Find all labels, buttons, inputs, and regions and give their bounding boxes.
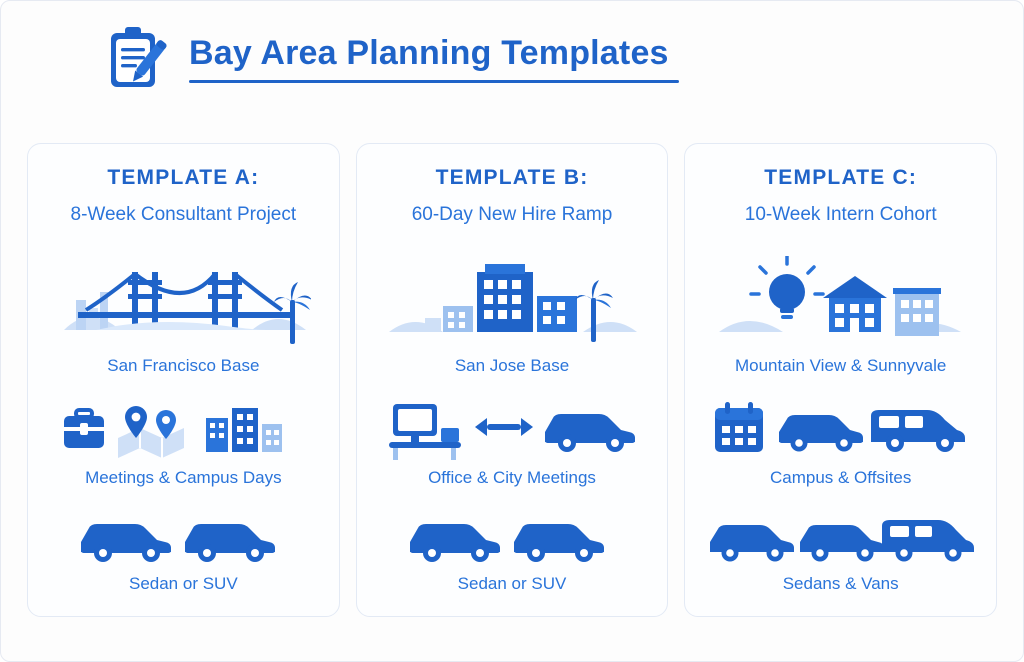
calendar-car-van-icon — [703, 396, 978, 460]
clipboard-pencil-icon — [101, 21, 177, 97]
card-template-b[interactable] — [356, 143, 669, 617]
vehicle-label: Sedans & Vans — [782, 574, 899, 593]
card-template-a[interactable] — [27, 143, 340, 617]
card-title: TEMPLATE B: — [435, 166, 589, 189]
card-template-c[interactable] — [684, 143, 997, 617]
lightbulb-campus-buildings-icon — [703, 256, 978, 348]
activity-label: Office & City Meetings — [428, 468, 596, 487]
office-building-palm-icon — [375, 256, 650, 348]
card-subtitle: 60-Day New Hire Ramp — [411, 204, 613, 225]
card-subtitle: 10-Week Intern Cohort — [744, 204, 937, 225]
two-sedans-icon — [46, 508, 321, 566]
location-label: San Francisco Base — [107, 356, 260, 375]
desk-computer-arrows-car-icon — [375, 396, 650, 460]
two-sedans-van-icon — [703, 508, 978, 566]
vehicle-label: Sedan or SUV — [457, 574, 567, 593]
location-label: San Jose Base — [454, 356, 570, 375]
two-sedans-icon — [375, 508, 650, 566]
card-title: TEMPLATE C: — [764, 166, 918, 189]
title-underline — [189, 80, 679, 83]
card-subtitle: 8-Week Consultant Project — [70, 204, 297, 225]
golden-gate-bridge-skyline-icon — [46, 256, 321, 348]
card-title: TEMPLATE A: — [107, 166, 260, 189]
template-cards — [27, 143, 997, 617]
briefcase-map-pins-buildings-icon — [46, 396, 321, 460]
location-label: Mountain View & Sunnyvale — [734, 356, 947, 375]
vehicle-label: Sedan or SUV — [128, 574, 238, 593]
page-title: Bay Area Planning Templates — [189, 34, 669, 73]
activity-label: Meetings & Campus Days — [85, 468, 282, 487]
page-header — [1, 1, 1023, 91]
activity-label: Campus & Offsites — [769, 468, 912, 487]
